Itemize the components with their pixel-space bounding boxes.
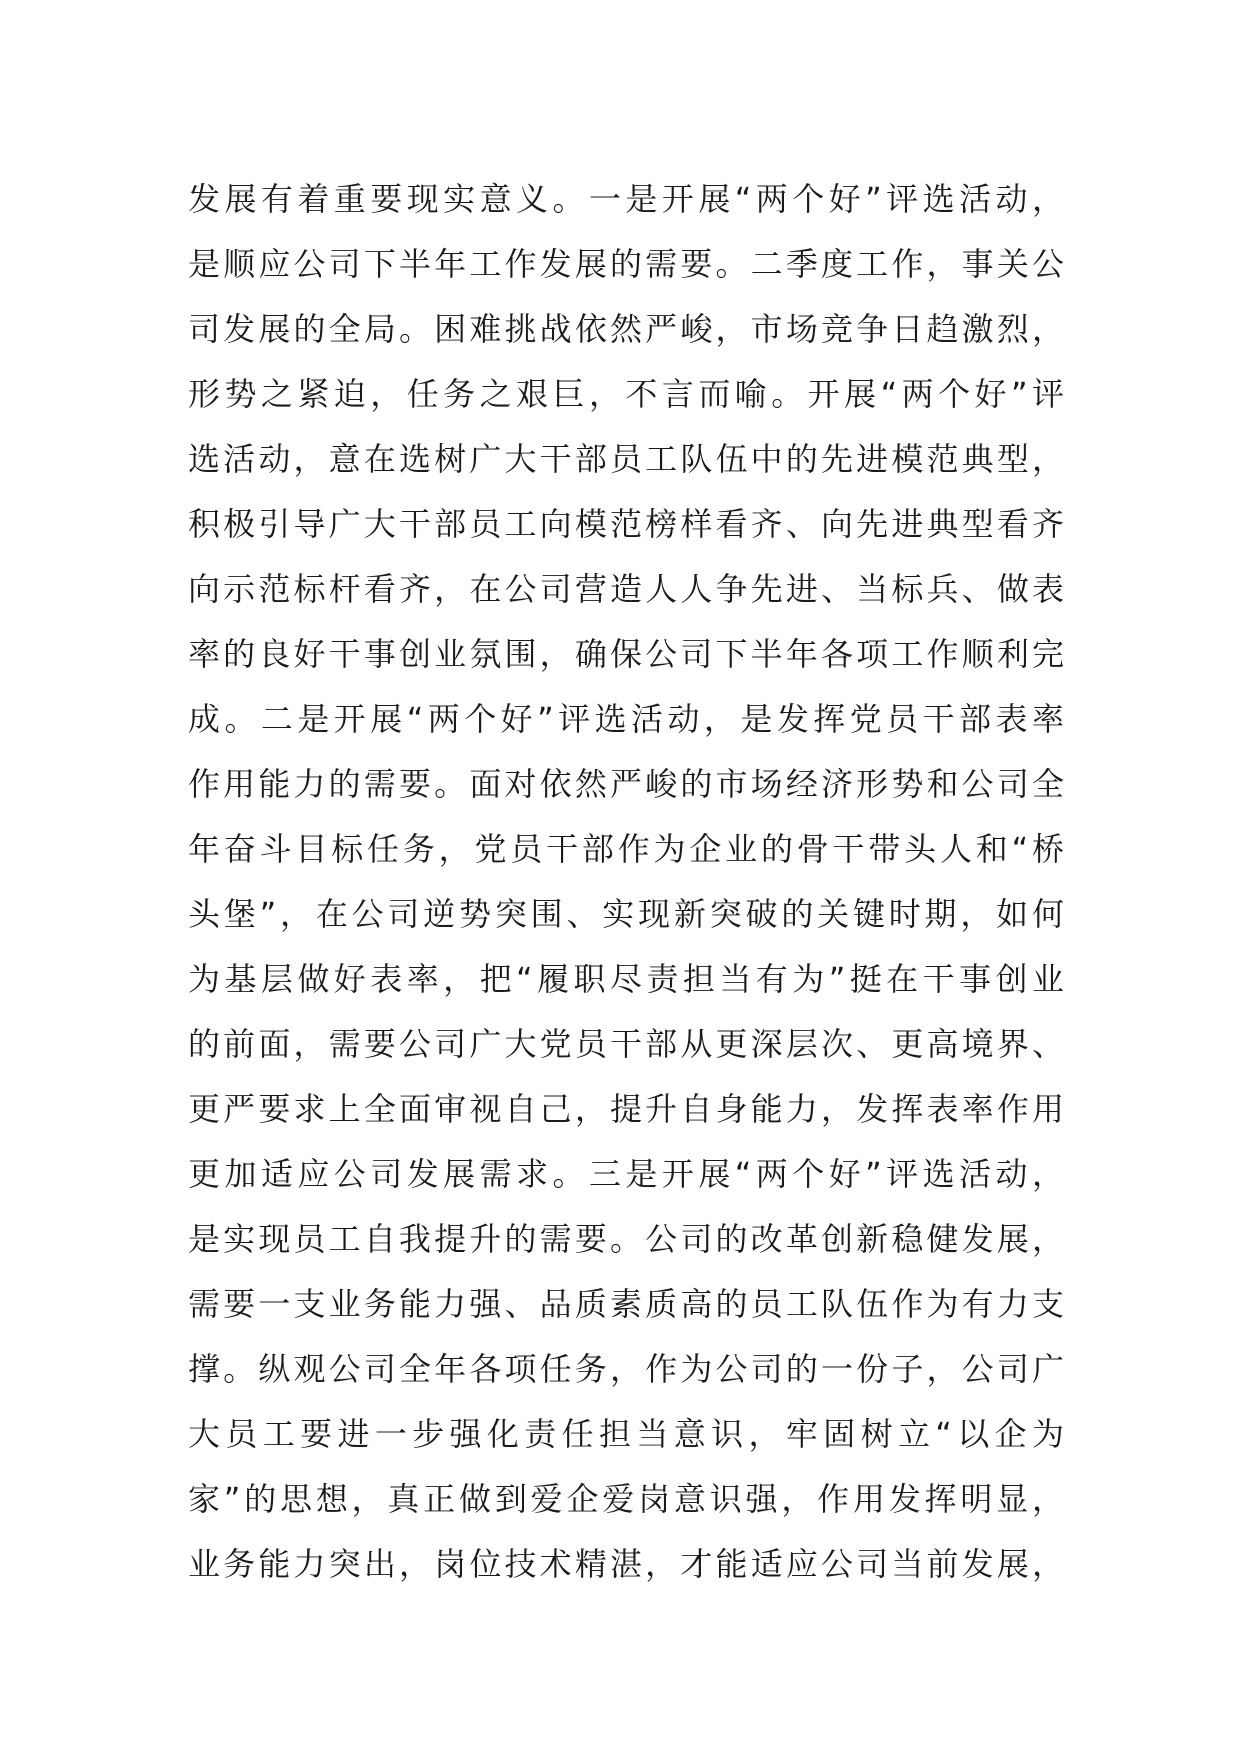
text-line: 撑。纵观公司全年各项任务，作为公司的一份子，公司广	[188, 1350, 1064, 1388]
text-line: 业务能力突出，岗位技术精湛，才能适应公司当前发展，	[188, 1545, 1064, 1583]
text-line: 年奋斗目标任务，党员干部作为企业的骨干带头人和“桥	[188, 830, 1064, 868]
text-line: 发展有着重要现实意义。一是开展“两个好”评选活动，	[188, 180, 1064, 218]
text-line: 需要一支业务能力强、品质素质高的员工队伍作为有力支	[188, 1285, 1064, 1323]
text-line: 司发展的全局。困难挑战依然严峻，市场竞争日趋激烈，	[188, 310, 1064, 348]
text-line: 形势之紧迫，任务之艰巨，不言而喻。开展“两个好”评	[188, 375, 1064, 413]
text-line: 为基层做好表率，把“履职尽责担当有为”挺在干事创业	[188, 960, 1064, 998]
text-line: 积极引导广大干部员工向模范榜样看齐、向先进典型看齐	[188, 505, 1064, 543]
text-line: 头堡”，在公司逆势突围、实现新突破的关键时期，如何	[188, 895, 1064, 933]
text-line: 选活动，意在选树广大干部员工队伍中的先进模范典型，	[188, 440, 1064, 478]
text-line: 成。二是开展“两个好”评选活动，是发挥党员干部表率	[188, 700, 1064, 738]
text-line: 向示范标杆看齐，在公司营造人人争先进、当标兵、做表	[188, 570, 1064, 608]
text-line: 作用能力的需要。面对依然严峻的市场经济形势和公司全	[188, 765, 1064, 803]
text-line: 更严要求上全面审视自己，提升自身能力，发挥表率作用	[188, 1090, 1064, 1128]
text-line: 的前面，需要公司广大党员干部从更深层次、更高境界、	[188, 1025, 1064, 1063]
text-line: 率的良好干事创业氛围，确保公司下半年各项工作顺利完	[188, 635, 1064, 673]
text-line: 大员工要进一步强化责任担当意识，牢固树立“以企为	[188, 1415, 1064, 1453]
body-text	[188, 167, 1064, 1597]
text-line: 是实现员工自我提升的需要。公司的改革创新稳健发展，	[188, 1220, 1064, 1258]
text-line: 更加适应公司发展需求。三是开展“两个好”评选活动，	[188, 1155, 1064, 1193]
text-line: 家”的思想，真正做到爱企爱岗意识强，作用发挥明显，	[188, 1480, 1064, 1518]
text-line: 是顺应公司下半年工作发展的需要。二季度工作，事关公	[188, 245, 1064, 283]
